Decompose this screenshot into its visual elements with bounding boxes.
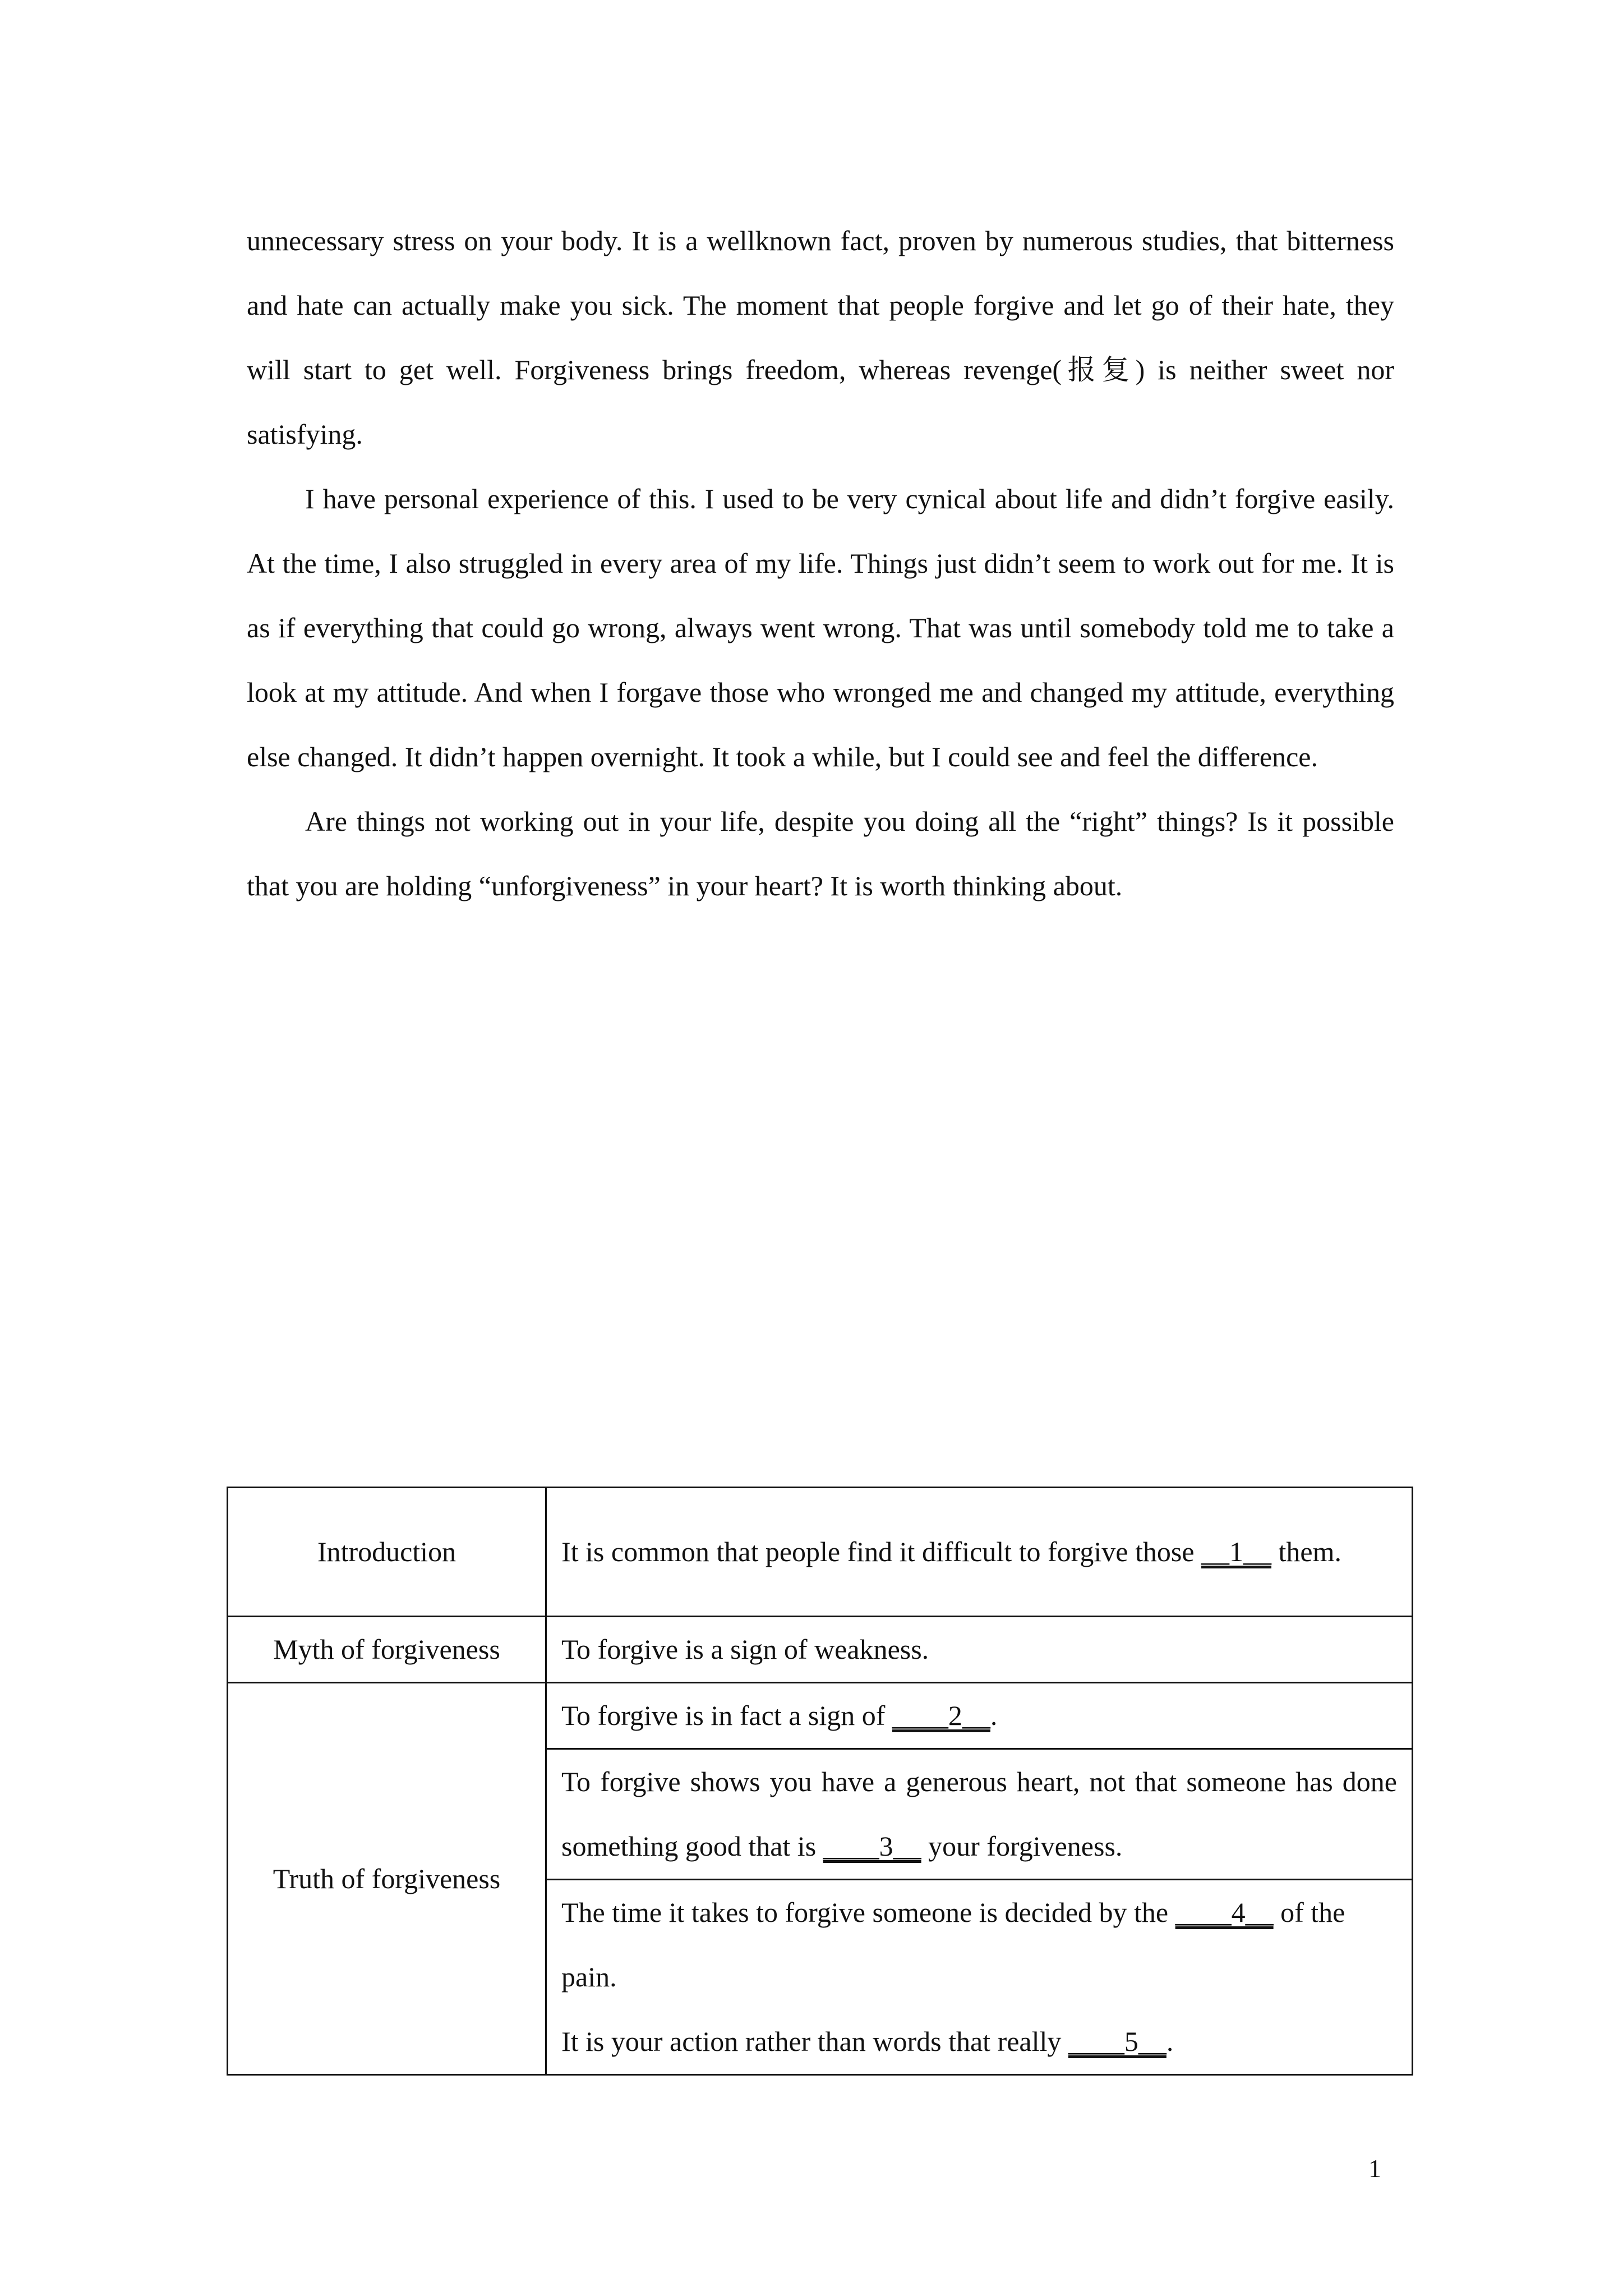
reading-passage	[247, 209, 1394, 918]
truth-1-before: To forgive is in fact a sign of	[561, 1700, 892, 1731]
truth-3a-before: The time it takes to forgive someone is decided by the	[561, 1897, 1175, 1928]
table-row-truth-1	[228, 1683, 1413, 1749]
truth-2-before: To forgive shows you have a generous heart, not that someone has done something good that is	[561, 1766, 1397, 1862]
truth-3-line-1	[561, 1880, 1397, 2009]
truth-3b-after: .	[1166, 2026, 1174, 2057]
myth-label: Myth of forgiveness	[228, 1617, 546, 1683]
introduction-label: Introduction	[228, 1488, 546, 1617]
passage-paragraph-2: I have personal experience of this. I used to be very cynical about life and didn’t forgive easily. At the time, I also struggled in every area of my life. Things just didn’t seem to work out for me. It is as if everything that could go wrong, always went wrong. That was until somebody told me to take a look at my attitude. And when I forgave those who wronged me and changed my attitude, everything else changed. It didn’t happen overnight. It took a while, but I could see and feel the difference.	[247, 483, 1394, 772]
blank-2: ____2__	[892, 1700, 990, 1731]
truth-3a-after: of the pain.	[561, 1897, 1345, 1993]
truth-text-3	[546, 1880, 1413, 2075]
truth-2-after: your forgiveness.	[921, 1830, 1123, 1862]
table-row-myth	[228, 1617, 1413, 1683]
truth-1-after: .	[990, 1700, 998, 1731]
truth-text-1	[546, 1683, 1413, 1749]
summary-table	[227, 1487, 1413, 2076]
blank-1: __1__	[1201, 1536, 1272, 1567]
truth-label: Truth of forgiveness	[228, 1683, 546, 2075]
truth-text-2	[546, 1749, 1413, 1880]
truth-3-line-2	[561, 2009, 1397, 2074]
passage-paragraph-3: Are things not working out in your life, despite you doing all the “right” things? Is it possible that you are holding “unforgiveness” in your heart? It is worth thinking about.	[247, 806, 1394, 901]
passage-paragraph-1: unnecessary stress on your body. It is a wellknown fact, proven by numerous studies, that bitterness and hate can actually make you sick. The moment that people forgive and let go of their hate, they will start to get well. Forgiveness brings freedom, whereas revenge(报复) is neither sweet nor satisfying.	[247, 225, 1394, 450]
blank-5: ____5__	[1068, 2026, 1166, 2057]
table-row-introduction	[228, 1488, 1413, 1617]
myth-text: To forgive is a sign of weakness.	[546, 1617, 1413, 1683]
blank-3: ____3__	[823, 1830, 921, 1862]
introduction-text-after: them.	[1271, 1536, 1341, 1567]
introduction-text-before: It is common that people find it difficult to forgive those	[561, 1536, 1202, 1567]
page-number: 1	[1368, 2154, 1381, 2183]
truth-3b-before: It is your action rather than words that really	[561, 2026, 1068, 2057]
introduction-text	[546, 1488, 1413, 1617]
blank-4: ____4__	[1175, 1897, 1274, 1928]
